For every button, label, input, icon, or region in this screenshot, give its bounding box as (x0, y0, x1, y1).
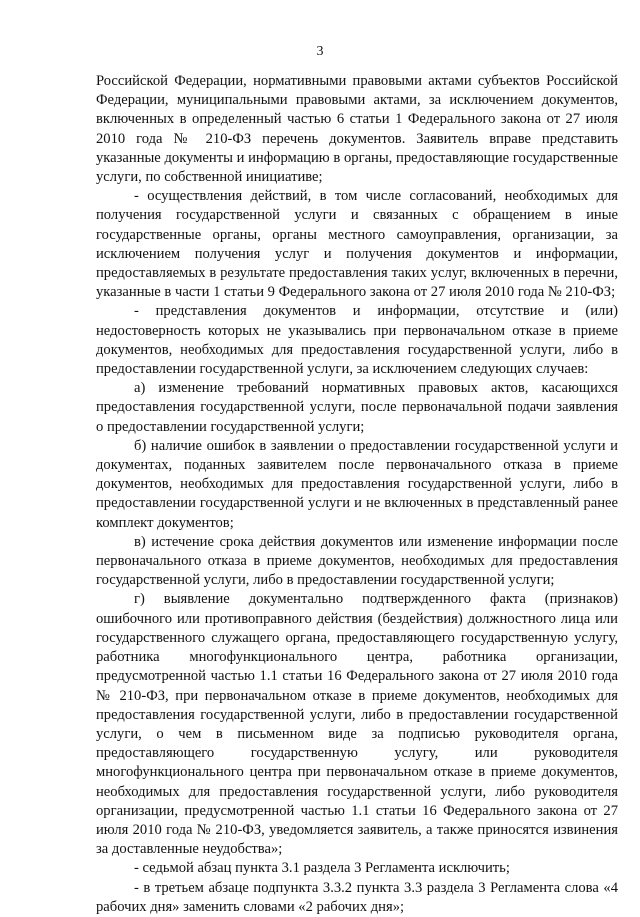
paragraph-case-v: в) истечение срока действия документов или изменение информации после первоначального отказа в приеме документов, необходимых для предоставления государственной услуги, либо в предоставлении государственной услуги; (96, 533, 618, 589)
paragraph-bullet-actions: - осуществления действий, в том числе согласований, необходимых для получения государственной услуги и связанных с обращением в иные государственные органы, органы местного самоуправления, организации, за исключением получения услуг и получения документов и информации, предоставляемых в результате предоставления таких услуг, включенных в перечни, указанные в части 1 статьи 9 Федерального закона от 27 июля 2010 года № 210-ФЗ; (96, 188, 618, 301)
paragraph-case-g: г) выявление документально подтвержденного факта (признаков) ошибочного или противоправного действия (бездействия) должностного лица или государственного служащего органа, предоставляющего государственную услугу, работника многофункционального центра, работника организации, предусмотренной частью 1.1 статьи 16 Федерального закона от 27 июля 2010 года № 210-ФЗ, при первоначальном отказе в приеме документов, необходимых для предоставления государственной услуги, либо в предоставлении государственной услуги, о чем в письменном виде за подписью руководителя органа, предоставляющего государственную услугу, или руководителя многофункционального центра при первоначальном отказе в приеме документов, необходимых для предоставления государственной услуги, либо руководителя организации, предусмотренной частью 1.1 статьи 16 Федерального закона от 27 июля 2010 года № 210-ФЗ, уведомляется заявитель, а также приносятся извинения за доставленные неудобства»; (96, 591, 618, 858)
page-number: 3 (316, 44, 324, 59)
paragraph-amendment-exclude: - седьмой абзац пункта 3.1 раздела 3 Регламента исключить; (134, 860, 510, 877)
paragraph-case-b: б) наличие ошибок в заявлении о предоставлении государственной услуги и документах, поданных заявителем после первоначального отказа в приеме документов, необходимых для предоставления государственной услуги, либо в предоставлении государственной услуги и не включенных в представленный ранее комплект документов; (96, 437, 618, 531)
paragraph-amendment-replace: - в третьем абзаце подпункта 3.3.2 пункта 3.3 раздела 3 Регламента слова «4 рабочих дня» заменить словами «2 рабочих дня»; (96, 879, 618, 915)
paragraph-bullet-documents: - представления документов и информации, отсутствие и (или) недостоверность которых не указывались при первоначальном отказе в приеме документов, необходимых для предоставления государственной услуги, либо в предоставлении государственной услуги, за исключением следующих случаев: (96, 303, 618, 378)
document-body (96, 72, 618, 917)
paragraph-continuation: Российской Федерации, нормативными правовыми актами субъектов Российской Федерации, муниципальными правовыми актами, за исключением документов, включенных в определенный частью 6 статьи 1 Федерального закона от 27 июля 2010 года № 210-ФЗ перечень документов. Заявитель вправе представить указанные документы и информацию в органы, предоставляющие государственные услуги, по собственной инициативе; (96, 73, 618, 186)
paragraph-case-a: а) изменение требований нормативных правовых актов, касающихся предоставления государственной услуги, после первоначальной подачи заявления о предоставлении государственной услуги; (96, 380, 618, 435)
